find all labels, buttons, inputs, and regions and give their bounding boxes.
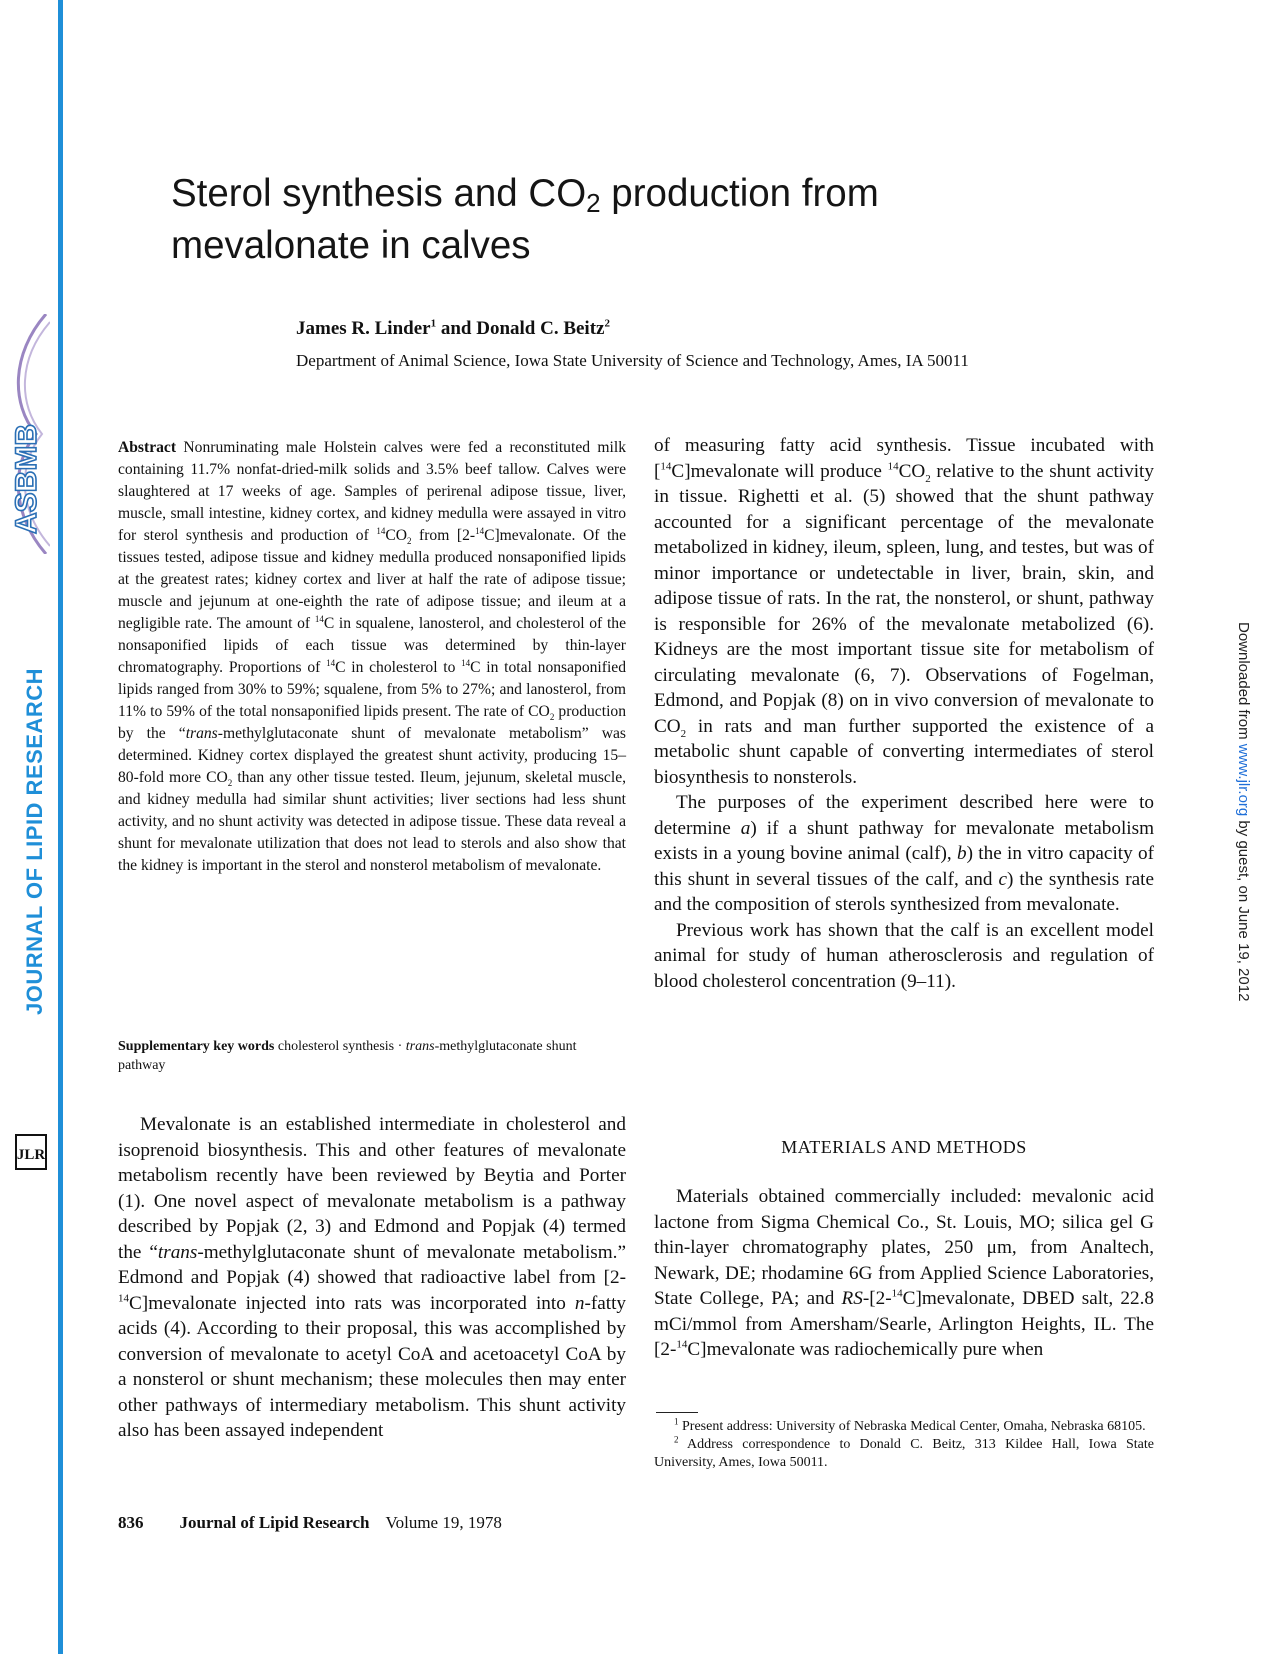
introduction: Mevalonate is an established intermediate in cholesterol and isoprenoid biosynthesis. This and other features of mevalonate metabolism recently have been reviewed by Beytia and Porter (1). One novel aspect of mevalonate metabolism is a pathway described by Popjak (2, 3) and Edmond and Popjak (4) termed the “trans-methylglutaconate shunt of mevalonate metabolism.” Edmond and Popjak (4) showed that radioactive label from [2-$^{14}$C]mevalonate injected into rats was incorporated into n-fatty acids (4). According to their proposal, this was accomplished by conversion of mevalonate to acetyl CoA and acetoacetyl CoA by a nonsterol or shunt mechanism; these molecules then may enter other pathways of intermediary metabolism. This shunt activity also has been assayed independent bbox=[118, 1114, 626, 1441]
author-name: Donald C. Beitz bbox=[476, 318, 605, 339]
section-heading-materials-methods: MATERIALS AND METHODS bbox=[781, 1137, 1027, 1157]
abstract-label: Abstract bbox=[118, 439, 177, 456]
right-column-text: of measuring fatty acid synthesis. Tissue incubated with [$^{14}$C]mevalonate will produce $^{14}CO_2$ relative to the shunt activity in tissue. Righetti et al. (5) showed that the shunt pathway accounted for a significant percentage of the mevalonate metabolized in kidney, ileum, spleen, lung, and testes, but was of minor importance or undetectable in liver, brain, skin, and adipose tissue of rats. In the rat, the nonsterol, or shunt, pathway is responsible for 26% of the mevalonate metabolized (6). Kidneys are the most important tissue site for metabolism of circulating mevalonate (6, 7). Observations of Fogelman, Edmond, and Popjak (8) on in vivo conversion of mevalonate to $CO_2$ in rats and man further supported the existence of a metabolic shunt capable of converting intermediates of sterol biosynthesis to nonsterols. The purposes of the experiment described here were to determine a) if a shunt pathway for mevalonate metabolism exists in a young bovine animal (calf), b) the in vitro capacity of this shunt in several tissues of the calf, and c) the synthesis rate and the composition of sterols synthesized from mevalonate. Previous work has shown that the calf is an excellent model animal for study of human atherosclerosis and regulation of blood cholesterol concentration (9–11). bbox=[654, 435, 1154, 992]
affiliation: Department of Animal Science, Iowa State University of Science and Technology, Ames, IA 50011 bbox=[296, 351, 969, 370]
footnotes bbox=[654, 1418, 1154, 1472]
sidebar-accent-line bbox=[58, 0, 63, 1654]
footnote-divider bbox=[656, 1412, 698, 1413]
jlr-website-link[interactable]: www.jlr.org bbox=[1235, 743, 1252, 817]
footnote: $^1$ Present address: University of Nebraska Medical Center, Omaha, Nebraska 68105. bbox=[674, 1416, 1146, 1434]
jlr-logo bbox=[14, 1133, 48, 1171]
methods-text: Materials obtained commercially included: mevalonic acid lactone from Sigma Chemical Co., St. Louis, MO; silica gel G thin-layer chromatography plates, 250 μm, from Analtech, Newark, DE; rhodamine 6G from Applied Science Laboratories, State College, PA; and RS-[2-$^{14}$C]mevalonate, DBED salt, 22.8 mCi/mmol from Amersham/Searle, Arlington Heights, IL. The [2-$^{14}$C]mevalonate was radiochemically pure when bbox=[654, 1186, 1154, 1360]
download-notice: Downloaded from www.jlr.org by guest, on June 19, 2012 bbox=[1235, 622, 1252, 1002]
jlr-logo-text: JLR bbox=[16, 1147, 46, 1163]
footnote: $^2$ Address correspondence to Donald C. Beitz, 313 Kildee Hall, Iowa State University, Ames, Iowa 50011. bbox=[654, 1434, 1154, 1470]
page-footer bbox=[118, 1513, 502, 1533]
page-number: 836 bbox=[118, 1513, 144, 1532]
footer-volume: Volume 19, 1978 bbox=[385, 1513, 502, 1532]
asbmb-logo bbox=[6, 314, 50, 554]
keywords: Supplementary key words cholesterol synthesis · trans-methylglutaconate shunt pathway bbox=[118, 1039, 577, 1073]
author-list: James R. Linder$^1$ and Donald C. Beitz$^2$ bbox=[296, 317, 610, 339]
article-title: Sterol synthesis and $CO_2$ production from mevalonate in calves bbox=[171, 172, 879, 267]
asbmb-logo-text: ASBMB bbox=[10, 424, 43, 534]
author-name: James R. Linder bbox=[296, 318, 431, 339]
abstract: Abstract Nonruminating male Holstein calves were fed a reconstituted milk containing 11.7% nonfat-dried-milk solids and 3.5% beef tallow. Calves were slaughtered at 17 weeks of age. Samples of perirenal adipose tissue, liver, muscle, small intestine, kidney cortex, and kidney medulla were assayed in vitro for sterol synthesis and production of $^{14}CO_2$ from [2-$^{14}$C]mevalonate. Of the tissues tested, adipose tissue and kidney medulla produced nonsaponified lipids at the greatest rates; kidney cortex and liver at half the rate of adipose tissue; muscle and jejunum at one-eighth the rate of adipose tissue; and ileum at a negligible rate. The amount of $^{14}$C in squalene, lanosterol, and cholesterol of the nonsaponified lipids of each tissue was determined by thin-layer chromatography. Proportions of $^{14}$C in cholesterol to $^{14}$C in total nonsaponified lipids ranged from 30% to 59%; squalene, from 5% to 27%; and lanosterol, from 11% to 59% of the total nonsaponified lipids present. The rate of $CO_2$ production by the “trans-methylglutaconate shunt of mevalonate metabolism” was determined. Kidney cortex displayed the greatest shunt activity, producing 15–80-fold more $CO_2$ than any other tissue tested. Ileum, jejunum, skeletal muscle, and kidney medulla had similar shunt activities; liver sections had less shunt activity, and no shunt activity was detected in adipose tissue. These data reveal a shunt for mevalonate utilization that does not lead to sterols and also show that the kidney is important in the sterol and nonsterol metabolism of mevalonate. bbox=[118, 439, 627, 874]
journal-name-vertical: JOURNAL OF LIPID RESEARCH bbox=[22, 667, 47, 1015]
keywords-label: Supplementary key words bbox=[118, 1039, 275, 1054]
footer-journal: Journal of Lipid Research bbox=[179, 1513, 370, 1532]
